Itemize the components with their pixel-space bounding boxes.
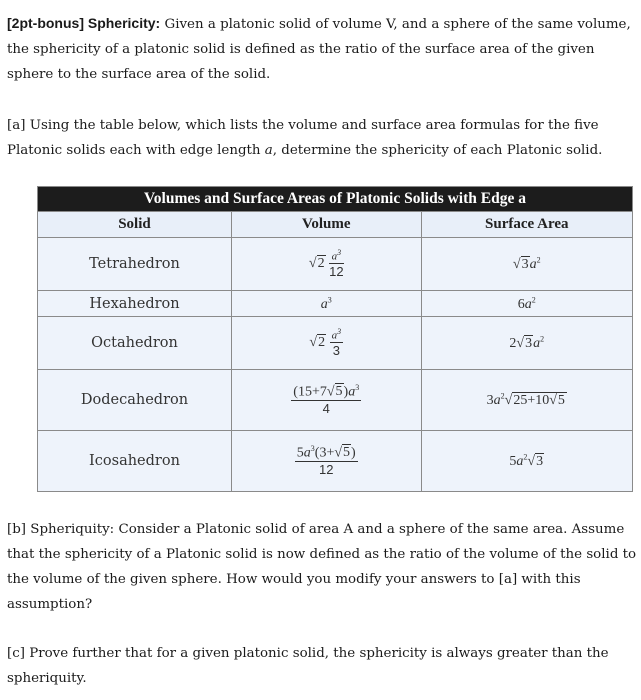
- area-formula: $5a^2√3$: [421, 431, 632, 492]
- area-formula: $2√3a^2$: [421, 317, 632, 370]
- volume-formula: √2 $\frac{a^3}{3}$: [231, 317, 421, 370]
- platonic-solids-table: [37, 186, 633, 492]
- part-b: [b] Spheriquity: Consider a Platonic solid of area A and a sphere of the same area. Assume that the sphericity of a Platonic solid is now defined as the ratio of the volume of the solid to the volume of the given sphere. How would you modify your answers to [a] with this assumption?: [7, 522, 637, 612]
- area-formula: $6a^2$: [421, 291, 632, 317]
- table-row: [38, 317, 633, 370]
- table-row: [38, 431, 633, 492]
- table-row: [38, 291, 633, 317]
- volume-formula: $a^3$: [231, 291, 421, 317]
- volume-formula: $\frac{(15+7√5)a^3}{4}$: [231, 370, 421, 431]
- solid-name: Hexahedron: [38, 291, 232, 317]
- solid-name: Octahedron: [38, 317, 232, 370]
- area-formula: $3a^2√25+10√5$: [421, 370, 632, 431]
- problem-intro: [7, 11, 639, 87]
- table-row: [38, 370, 633, 431]
- table-title: Volumes and Surface Areas of Platonic Solids with Edge a: [38, 187, 633, 212]
- header-surface-area: Surface Area: [421, 212, 632, 238]
- problem-label: [2pt-bonus] Sphericity:: [7, 15, 161, 31]
- part-a-suffix: , determine the sphericity of each Platonic solid.: [272, 143, 603, 158]
- table-row: [38, 238, 633, 291]
- solid-name: Dodecahedron: [38, 370, 232, 431]
- header-volume: Volume: [231, 212, 421, 238]
- volume-formula: [231, 238, 421, 291]
- problem-intro-text: Given a platonic solid of volume V, and a sphere of the same volume, the sphericity of a platonic solid is defined as the ratio of the surface area of the given sphere to the surface area of the solid.: [7, 17, 631, 82]
- area-formula: $√3a^2$: [421, 238, 632, 291]
- part-a-variable: a: [264, 143, 273, 158]
- header-solid: Solid: [38, 212, 232, 238]
- volume-formula: $\frac{5a^3(3+√5)}{12}$: [231, 431, 421, 492]
- solid-name: Icosahedron: [38, 431, 232, 492]
- part-c: [c] Prove further that for a given platonic solid, the sphericity is always greater than the spheriquity.: [7, 646, 609, 686]
- part-a: [7, 113, 639, 163]
- solid-name: Tetrahedron: [38, 238, 232, 291]
- volume-formula-visual: √2 $\frac{a^3}{12}$: [308, 247, 344, 279]
- part-a-text: [a] Using the table below, which lists the volume and surface area formulas for the five Platonic solids each with edge length: [7, 118, 599, 158]
